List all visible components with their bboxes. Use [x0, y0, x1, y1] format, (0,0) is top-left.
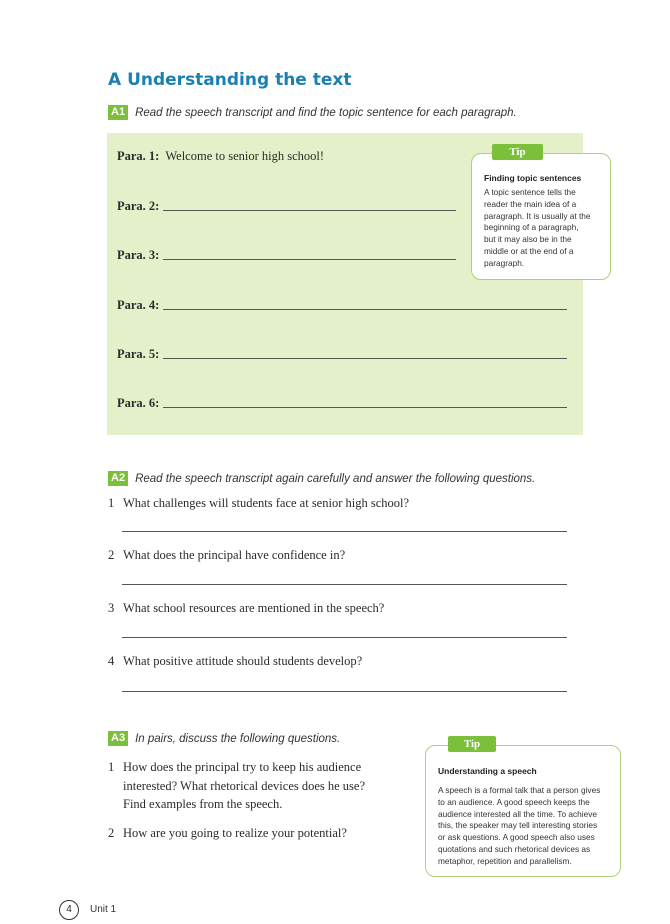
page-number: 4: [59, 900, 79, 920]
a3-question-1: [108, 758, 365, 814]
a2-question-3: [108, 601, 384, 616]
a3-instruction: In pairs, discuss the following questions.: [135, 732, 341, 745]
a1-instruction: Read the speech transcript and find the topic sentence for each paragraph.: [135, 106, 517, 119]
a2-instruction-row: [108, 471, 535, 486]
tip-line: paragraph. It is usually at the: [484, 210, 591, 221]
a1-instruction-row: [108, 105, 517, 120]
para-answer-line[interactable]: [163, 358, 567, 359]
tip-tag: Tip: [492, 144, 543, 160]
answer-line[interactable]: [122, 531, 567, 532]
question-text: What does the principal have confidence in?: [123, 548, 346, 562]
question-number: 3: [108, 601, 115, 615]
tip-line: A topic sentence tells the: [484, 187, 576, 197]
a3-badge: A3: [108, 731, 128, 746]
para-label: Para. 3:: [117, 248, 160, 262]
tip-card-understanding-speech: [425, 738, 621, 877]
question-number: 4: [108, 654, 115, 668]
para-row-5: [117, 347, 567, 362]
para-label: Para. 6:: [117, 396, 160, 410]
tip-body: [438, 785, 600, 868]
a2-question-2: [108, 548, 345, 563]
answer-line[interactable]: [122, 691, 567, 692]
tip-body: [484, 187, 591, 270]
tip-title: Finding topic sentences: [484, 173, 582, 183]
question-number: 2: [108, 826, 115, 840]
para-label: Para. 4:: [117, 298, 160, 312]
tip-line: but it may also be in the: [484, 234, 572, 245]
para-label: Para. 5:: [117, 347, 160, 361]
a3-question-2: [108, 824, 347, 843]
tip-line: this, the speaker may tell interesting stories: [438, 820, 598, 831]
tip-line: audience interested all the time. To achieve: [438, 808, 597, 819]
a2-question-4: [108, 654, 362, 669]
tip-line: metaphor, repetition and parallelism.: [438, 855, 572, 866]
question-text: What positive attitude should students develop?: [123, 654, 363, 668]
para-label: Para. 2:: [117, 199, 160, 213]
para-answer: Welcome to senior high school!: [165, 149, 325, 163]
a2-badge: A2: [108, 471, 128, 486]
answer-line[interactable]: [122, 584, 567, 585]
tip-line: quotations and such rhetorical devices as: [438, 843, 591, 854]
a3-instruction-row: [108, 731, 340, 746]
question-line: interested? What rhetorical devices does he use?: [123, 778, 366, 793]
para-row-2: [117, 199, 456, 214]
answer-line[interactable]: [122, 637, 567, 638]
section-title: A Understanding the text: [108, 70, 352, 90]
question-line: How does the principal try to keep his audience: [123, 760, 362, 774]
a2-instruction: Read the speech transcript again carefully and answer the following questions.: [135, 472, 536, 485]
question-line: Find examples from the speech.: [123, 797, 283, 811]
tip-line: beginning of a paragraph,: [484, 222, 579, 233]
tip-card-topic-sentences: [471, 146, 611, 280]
question-number: 2: [108, 548, 115, 562]
a1-badge: A1: [108, 105, 128, 120]
a2-question-1: [108, 496, 409, 511]
para-answer-line[interactable]: [163, 210, 456, 211]
question-number: 1: [108, 496, 115, 510]
unit-label: Unit 1: [90, 904, 117, 915]
tip-tag: Tip: [448, 736, 496, 752]
tip-line: paragraph.: [484, 257, 525, 268]
question-text: What challenges will students face at senior high school?: [123, 496, 410, 510]
para-answer-line[interactable]: [163, 407, 567, 408]
para-row-6: [117, 396, 567, 411]
question-text: What school resources are mentioned in the speech?: [123, 601, 385, 615]
question-number: 1: [108, 760, 115, 774]
para-answer-line[interactable]: [163, 309, 567, 310]
tip-line: A speech is a formal talk that a person gives: [438, 785, 601, 795]
tip-line: or ask questions. A good speech also uses: [438, 832, 595, 843]
tip-line: middle or at the end of a: [484, 245, 574, 256]
question-line: How are you going to realize your potential?: [123, 826, 347, 840]
tip-line: to an audience. A good speech keeps the: [438, 796, 590, 807]
para-row-1: [117, 149, 324, 164]
para-label: Para. 1:: [117, 149, 160, 163]
para-answer-line[interactable]: [163, 259, 456, 260]
para-row-3: [117, 248, 456, 263]
tip-line: reader the main idea of a: [484, 198, 577, 209]
tip-title: Understanding a speech: [438, 766, 537, 776]
para-row-4: [117, 298, 567, 313]
